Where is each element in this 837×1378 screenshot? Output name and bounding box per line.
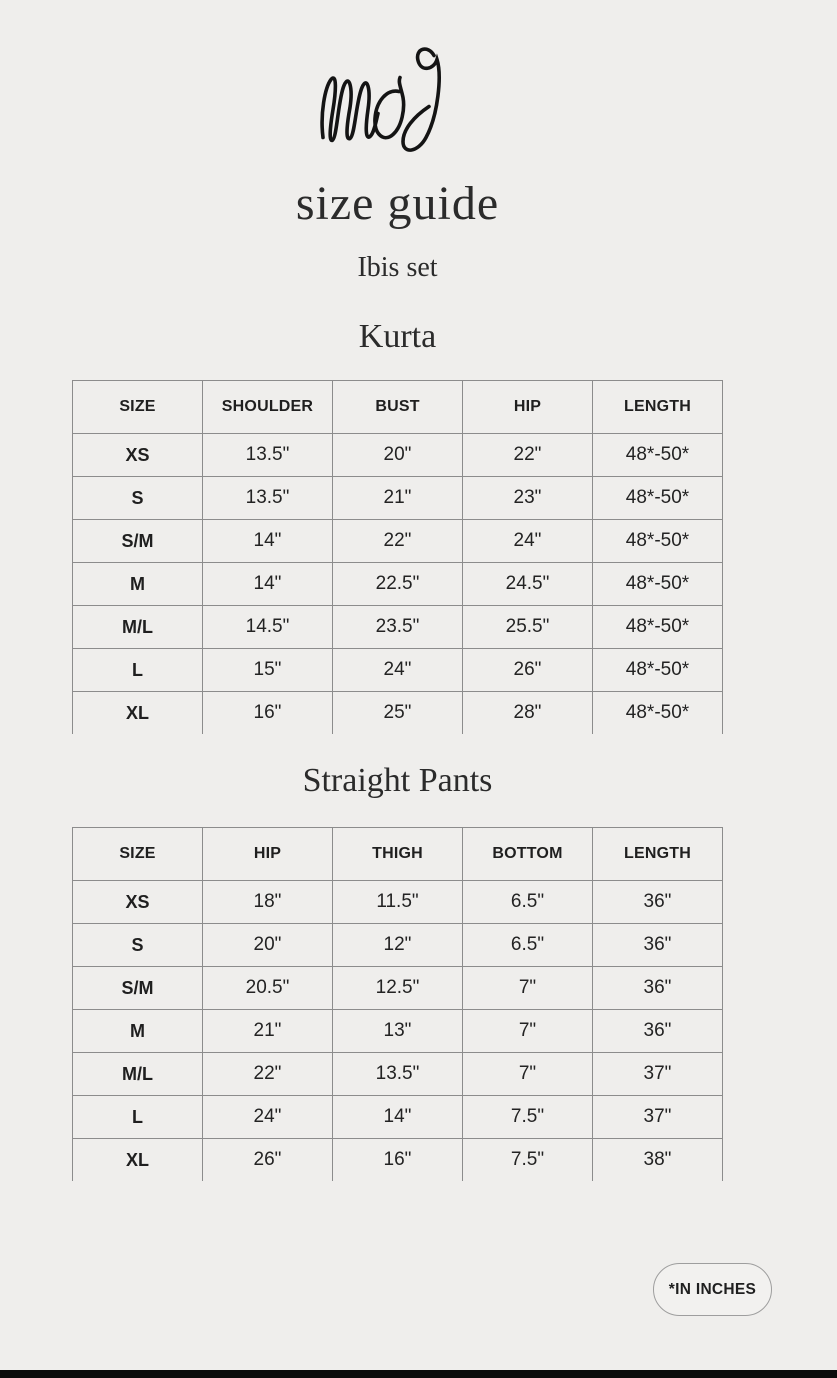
measurement-cell: 48*-50*	[593, 434, 723, 477]
table-row	[73, 924, 723, 967]
measurement-cell: 22.5"	[333, 563, 463, 606]
measurement-cell: 48*-50*	[593, 520, 723, 563]
measurement-cell: 13.5"	[203, 477, 333, 520]
measurement-cell: 28"	[463, 692, 593, 735]
measurement-cell: 7"	[463, 1010, 593, 1053]
measurement-cell: 13.5"	[333, 1053, 463, 1096]
measurement-cell: 22"	[333, 520, 463, 563]
brand-logo-signature-icon	[315, 40, 465, 168]
column-header: BOTTOM	[463, 828, 593, 881]
column-header: LENGTH	[593, 381, 723, 434]
measurement-cell: 13"	[333, 1010, 463, 1053]
measurement-cell: 21"	[203, 1010, 333, 1053]
units-badge-label: *IN INCHES	[668, 1280, 757, 1298]
table-row	[73, 692, 723, 735]
measurement-cell: 26"	[203, 1139, 333, 1182]
size-label-cell: S/M	[73, 520, 203, 563]
measurement-cell: 18"	[203, 881, 333, 924]
measurement-cell: 26"	[463, 649, 593, 692]
pants-header-row	[73, 828, 723, 881]
measurement-cell: 24"	[333, 649, 463, 692]
measurement-cell: 48*-50*	[593, 692, 723, 735]
column-header: HIP	[463, 381, 593, 434]
measurement-cell: 48*-50*	[593, 563, 723, 606]
measurement-cell: 22"	[203, 1053, 333, 1096]
measurement-cell: 24"	[203, 1096, 333, 1139]
measurement-cell: 13.5"	[203, 434, 333, 477]
measurement-cell: 7"	[463, 1053, 593, 1096]
kurta-size-table	[72, 380, 723, 734]
measurement-cell: 14"	[203, 520, 333, 563]
size-label-cell: L	[73, 649, 203, 692]
size-label-cell: XL	[73, 1139, 203, 1182]
measurement-cell: 7.5"	[463, 1096, 593, 1139]
measurement-cell: 16"	[333, 1139, 463, 1182]
table-row	[73, 881, 723, 924]
measurement-cell: 20"	[333, 434, 463, 477]
measurement-cell: 20"	[203, 924, 333, 967]
measurement-cell: 37"	[593, 1053, 723, 1096]
kurta-header-row	[73, 381, 723, 434]
footer-bar	[0, 1370, 837, 1378]
column-header: HIP	[203, 828, 333, 881]
table-row	[73, 649, 723, 692]
column-header: THIGH	[333, 828, 463, 881]
units-badge	[653, 1263, 772, 1316]
column-header: SHOULDER	[203, 381, 333, 434]
size-label-cell: S	[73, 477, 203, 520]
pants-table-title: Straight Pants	[302, 762, 493, 799]
measurement-cell: 23"	[463, 477, 593, 520]
measurement-cell: 25"	[333, 692, 463, 735]
table-row	[73, 1139, 723, 1182]
size-label-cell: M	[73, 563, 203, 606]
size-label-cell: XS	[73, 434, 203, 477]
measurement-cell: 12"	[333, 924, 463, 967]
column-header: LENGTH	[593, 828, 723, 881]
table-row	[73, 967, 723, 1010]
measurement-cell: 48*-50*	[593, 477, 723, 520]
measurement-cell: 6.5"	[463, 924, 593, 967]
column-header: SIZE	[73, 828, 203, 881]
table-row	[73, 1053, 723, 1096]
measurement-cell: 36"	[593, 967, 723, 1010]
measurement-cell: 14.5"	[203, 606, 333, 649]
measurement-cell: 6.5"	[463, 881, 593, 924]
kurta-table-title: Kurta	[358, 318, 437, 355]
measurement-cell: 36"	[593, 924, 723, 967]
measurement-cell: 37"	[593, 1096, 723, 1139]
size-label-cell: S/M	[73, 967, 203, 1010]
column-header: BUST	[333, 381, 463, 434]
measurement-cell: 7"	[463, 967, 593, 1010]
column-header: SIZE	[73, 381, 203, 434]
measurement-cell: 24"	[463, 520, 593, 563]
set-subtitle: Ibis set	[357, 252, 438, 283]
table-row	[73, 520, 723, 563]
table-row	[73, 1096, 723, 1139]
measurement-cell: 38"	[593, 1139, 723, 1182]
measurement-cell: 11.5"	[333, 881, 463, 924]
size-label-cell: M/L	[73, 606, 203, 649]
size-label-cell: L	[73, 1096, 203, 1139]
measurement-cell: 16"	[203, 692, 333, 735]
measurement-cell: 23.5"	[333, 606, 463, 649]
table-row	[73, 477, 723, 520]
table-row	[73, 563, 723, 606]
measurement-cell: 14"	[333, 1096, 463, 1139]
pants-size-table	[72, 827, 723, 1181]
measurement-cell: 14"	[203, 563, 333, 606]
measurement-cell: 7.5"	[463, 1139, 593, 1182]
measurement-cell: 36"	[593, 881, 723, 924]
measurement-cell: 15"	[203, 649, 333, 692]
measurement-cell: 48*-50*	[593, 649, 723, 692]
measurement-cell: 12.5"	[333, 967, 463, 1010]
size-label-cell: M/L	[73, 1053, 203, 1096]
measurement-cell: 36"	[593, 1010, 723, 1053]
table-row	[73, 606, 723, 649]
measurement-cell: 21"	[333, 477, 463, 520]
measurement-cell: 25.5"	[463, 606, 593, 649]
measurement-cell: 20.5"	[203, 967, 333, 1010]
page-title: size guide	[295, 177, 500, 230]
measurement-cell: 24.5"	[463, 563, 593, 606]
measurement-cell: 22"	[463, 434, 593, 477]
measurement-cell: 48*-50*	[593, 606, 723, 649]
size-label-cell: XL	[73, 692, 203, 735]
table-row	[73, 434, 723, 477]
size-label-cell: M	[73, 1010, 203, 1053]
size-label-cell: S	[73, 924, 203, 967]
size-label-cell: XS	[73, 881, 203, 924]
table-row	[73, 1010, 723, 1053]
